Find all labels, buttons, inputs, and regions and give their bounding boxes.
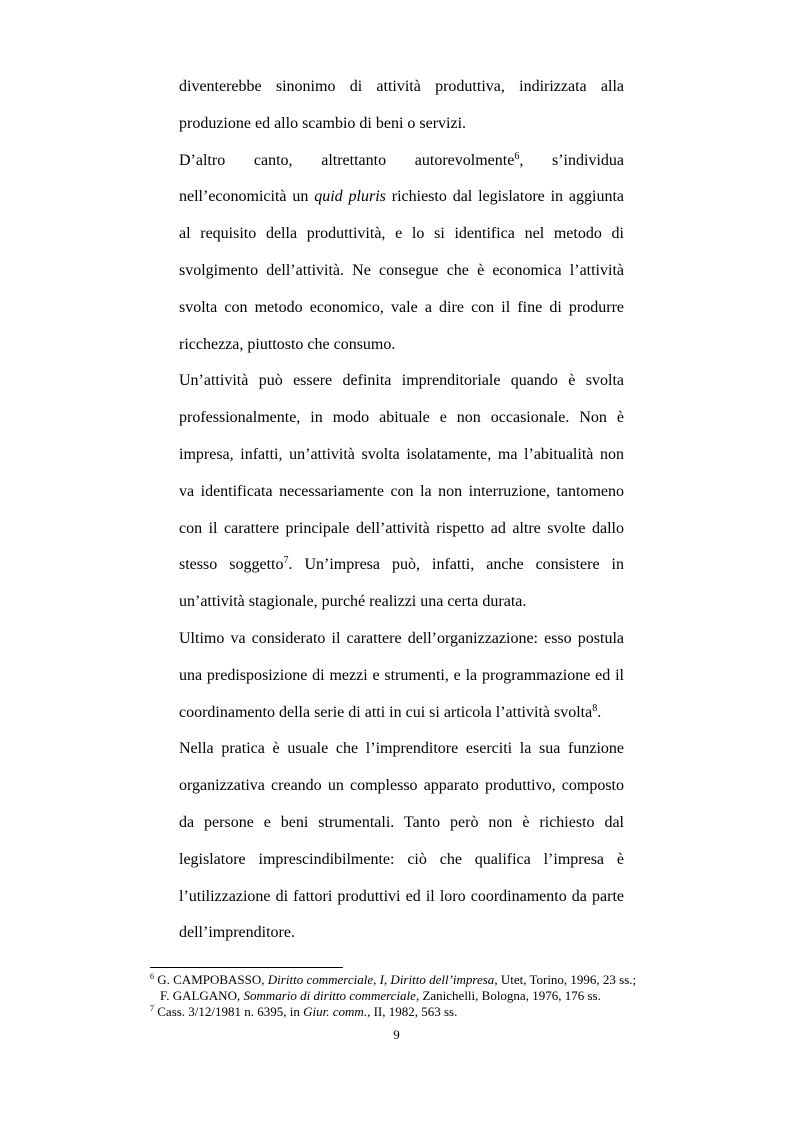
footnote: $^7$ Cass. 3/12/1981 n. 6395, in Giur. comm., II, 1982, 563 ss.: [150, 1004, 458, 1019]
footnote-ref: 7: [283, 555, 289, 567]
footnote-ref: 8: [592, 702, 598, 714]
paragraph: D’altro canto, altrettanto autorevolmente$^6$, s’individua nell’economicità un quid pluris richiesto dal legislatore in aggiunta al requisito della produttività, e lo si identifica nel metodo di svolgimento dell’attività. Ne consegue che è economica l’attività svolta con metodo economico, vale a dire con il fine di produrre ricchezza, piuttosto che consumo.: [179, 150, 624, 353]
footnote-continuation: F. GALGANO, Sommario di diritto commerciale, Zanichelli, Bologna, 1976, 176 ss.: [160, 988, 601, 1003]
footnotes: [150, 972, 670, 1020]
paragraph: Ultimo va considerato il carattere dell’organizzazione: esso postula una predisposizione di mezzi e strumenti, e la programmazione ed il coordinamento della serie di atti in cui si articola l’attività svolta$^8$.: [179, 629, 624, 721]
paragraph: Nella pratica è usuale che l’imprenditore eserciti la sua funzione organizzativa creando un complesso apparato produttivo, composto da persone e beni strumentali. Tanto però non è richiesto dal legislatore imprescindibilmente: ciò che qualifica l’impresa è l’utilizzazione di fattori produttivi ed il loro coordinamento da parte dell’imprenditore.: [179, 740, 624, 942]
footnote-ref: 6: [514, 150, 520, 162]
paragraph: Un’attività può essere definita imprenditoriale quando è svolta professionalmente, in modo abituale e non occasionale. Non è impresa, infatti, un’attività svolta isolatamente, ma l’abitualità non va identificata necessariamente con la non interruzione, tantomeno con il carattere principale dell’attività rispetto ad altre svolte dallo stesso soggetto$^7$. Un’impresa può, infatti, anche consistere in un’attività stagionale, purché realizzi una certa durata.: [179, 372, 625, 611]
footnote: $^6$ G. CAMPOBASSO, Diritto commerciale, I, Diritto dell’impresa, Utet, Torino, 1996, 23 ss.;: [150, 972, 637, 987]
footnote-separator: [150, 967, 343, 968]
paragraph: diventerebbe sinonimo di attività produttiva, indirizzata alla produzione ed allo scambio di beni o servizi.: [179, 78, 624, 132]
page-number: 9: [393, 1027, 400, 1042]
body-text: [179, 69, 624, 952]
